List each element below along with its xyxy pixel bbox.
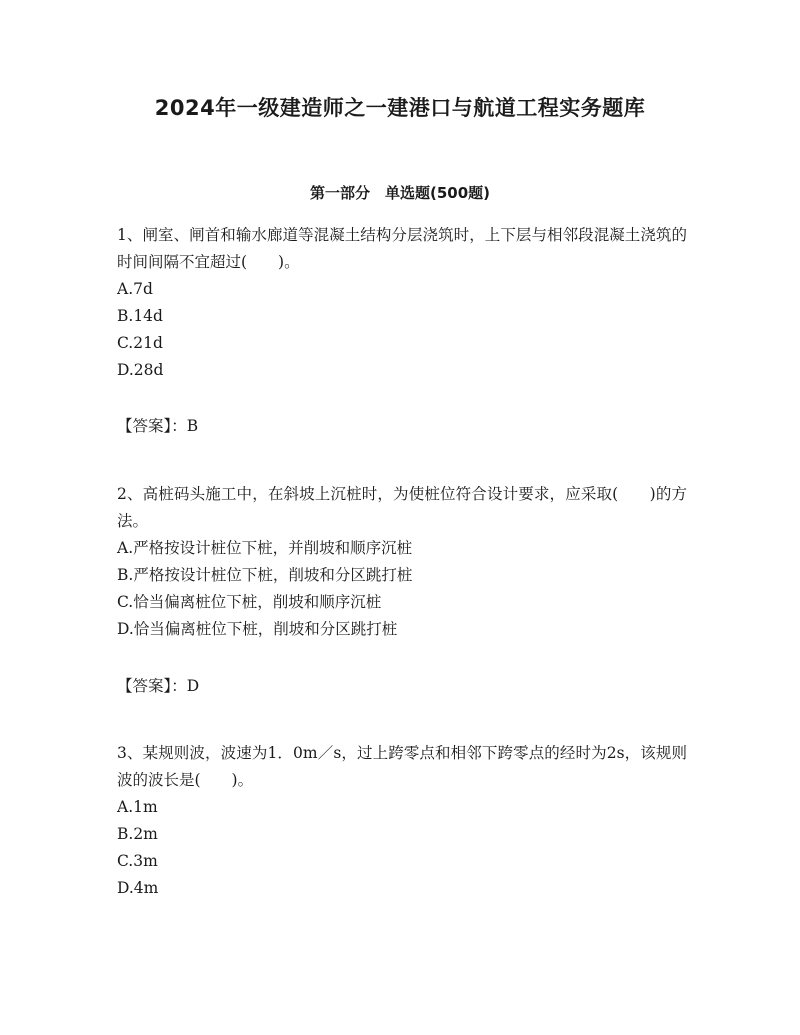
question-2 bbox=[117, 481, 687, 643]
option-c: C.21d bbox=[117, 334, 163, 352]
option-b: B.2m bbox=[117, 825, 158, 843]
option-d: D.恰当偏离桩位下桩，削坡和分区跳打桩 bbox=[117, 620, 398, 638]
question-stem: 1、闸室、闸首和输水廊道等混凝土结构分层浇筑时，上下层与相邻段混凝土浇筑的时间间隔不宜超过( )。 bbox=[117, 226, 687, 271]
option-b: B.严格按设计桩位下桩，削坡和分区跳打桩 bbox=[117, 566, 413, 584]
option-a: A.严格按设计桩位下桩，并削坡和顺序沉桩 bbox=[117, 539, 413, 557]
option-d: D.4m bbox=[117, 879, 159, 897]
section-title: 第一部分 单选题(500题) bbox=[309, 184, 491, 202]
question-stem: 3、某规则波，波速为1．0m／s，过上跨零点和相邻下跨零点的经时为2s，该规则波的波长是( )。 bbox=[117, 744, 687, 789]
option-c: C.恰当偏离桩位下桩，削坡和顺序沉桩 bbox=[117, 593, 382, 611]
answer-1: 【答案】：B bbox=[117, 417, 199, 435]
option-b: B.14d bbox=[117, 307, 163, 325]
option-c: C.3m bbox=[117, 852, 158, 870]
answer-2: 【答案】：D bbox=[117, 677, 200, 695]
question-stem: 2、高桩码头施工中，在斜坡上沉桩时，为使桩位符合设计要求，应采取( )的方法。 bbox=[117, 485, 687, 530]
question-1 bbox=[117, 222, 687, 384]
document-title: 2024年一级建造师之一建港口与航道工程实务题库 bbox=[154, 96, 646, 120]
option-a: A.1m bbox=[117, 798, 158, 816]
option-a: A.7d bbox=[117, 280, 153, 298]
question-3 bbox=[117, 740, 687, 902]
option-d: D.28d bbox=[117, 361, 164, 379]
